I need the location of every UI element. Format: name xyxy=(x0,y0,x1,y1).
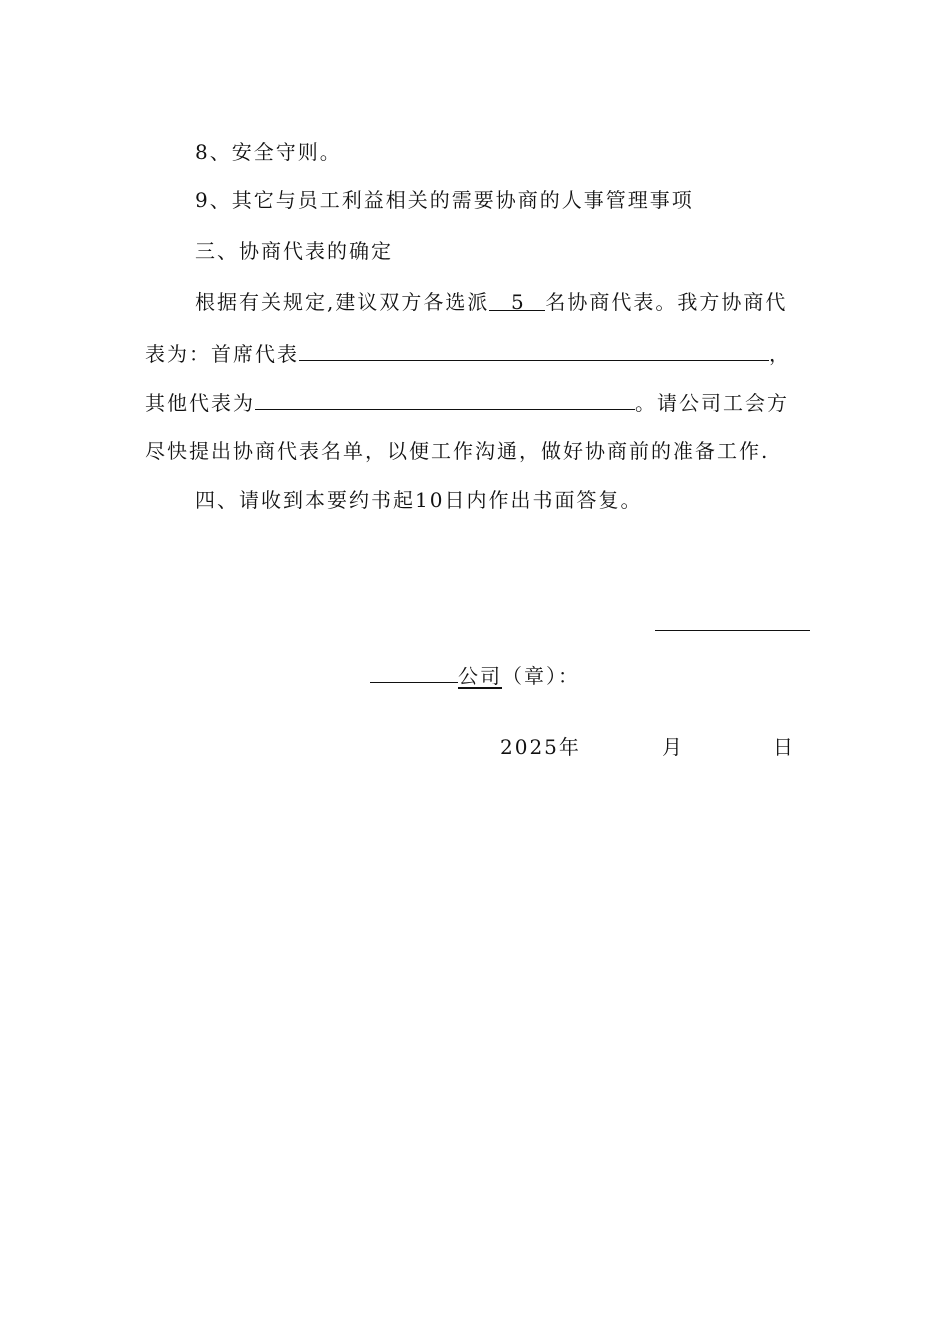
other-representatives-label: 其他代表为 xyxy=(145,391,255,415)
company-name-field xyxy=(370,660,458,683)
representative-count-field: 5 xyxy=(489,288,545,311)
signature-date-month: 月 xyxy=(662,735,684,759)
item-9: 9、其它与员工利益相关的需要协商的人事管理事项 xyxy=(195,188,694,212)
representatives-paragraph-line-1 xyxy=(195,288,787,316)
signature-date-year: 2025年 xyxy=(500,735,581,759)
company-label: 公司 xyxy=(458,664,502,688)
representatives-paragraph-line-3 xyxy=(145,387,789,417)
section-3-heading: 三、协商代表的确定 xyxy=(195,239,393,263)
chief-representative-field xyxy=(299,338,769,361)
section-4: 四、请收到本要约书起10日内作出书面答复。 xyxy=(195,488,643,512)
signature-line xyxy=(655,630,810,631)
company-seal-line xyxy=(370,660,580,690)
representatives-text-before: 根据有关规定,建议双方各选派 xyxy=(195,290,490,314)
item-8: 8、安全守则。 xyxy=(195,140,342,164)
representatives-paragraph-line-2 xyxy=(145,338,791,368)
representatives-text-after: 名协商代表。我方协商代 xyxy=(545,290,788,314)
chief-representative-label: 表为：首席代表 xyxy=(145,342,299,366)
representatives-text-tail: 。请公司工会方 xyxy=(635,391,789,415)
signature-date-day: 日 xyxy=(773,735,795,759)
other-representatives-field xyxy=(255,387,635,410)
comma: ， xyxy=(769,342,791,366)
seal-label: （章）： xyxy=(502,664,580,688)
representatives-paragraph-line-4: 尽快提出协商代表名单，以便工作沟通，做好协商前的准备工作. xyxy=(145,439,770,463)
